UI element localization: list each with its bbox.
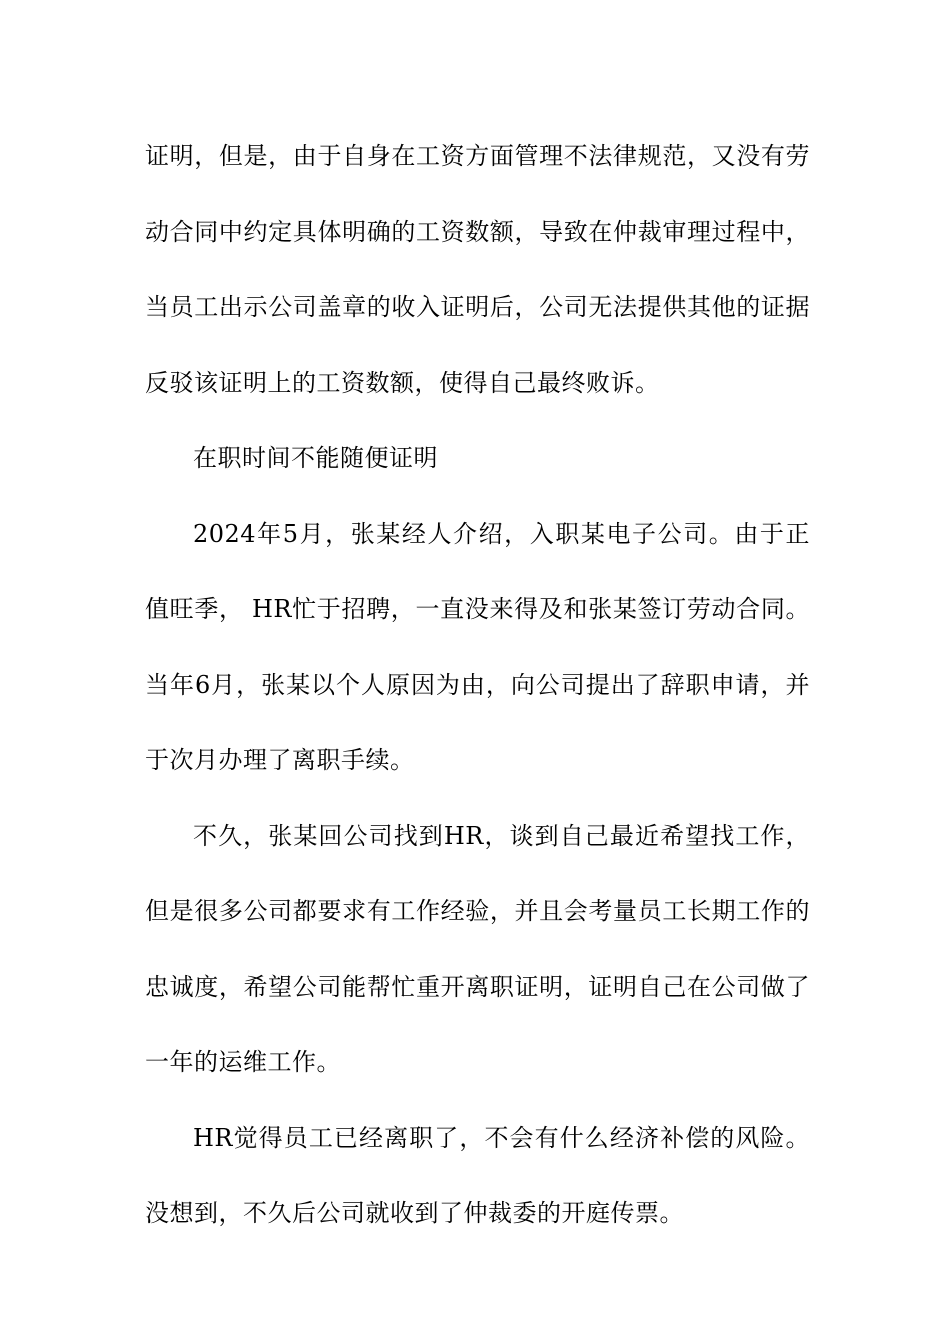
paragraph-outcome: HR觉得员工已经离职了，不会有什么经济补偿的风险。没想到，不久后公司就收到了仲裁委的开庭传票。: [145, 1123, 810, 1227]
section-heading: 在职时间不能随便证明: [193, 444, 438, 472]
document-body: [145, 119, 810, 1252]
paragraph-request: 不久，张某回公司找到HR，谈到自己最近希望找工作，但是很多公司都要求有工作经验，并且会考量员工长期工作的忠诚度，希望公司能帮忙重开离职证明，证明自己在公司做了一年的运维工作。: [145, 821, 810, 1076]
paragraph-continuation: 证明，但是，由于自身在工资方面管理不法律规范，又没有劳动合同中约定具体明确的工资数额，导致在仲裁审理过程中，当员工出示公司盖章的收入证明后，公司无法提供其他的证据反驳该证明上的工资数额，使得自己最终败诉。: [145, 142, 810, 397]
paragraph-case-intro: 2024年5月，张某经人介绍，入职某电子公司。由于正值旺季， HR忙于招聘，一直没来得及和张某签订劳动合同。当年6月，张某以个人原因为由，向公司提出了辞职申请，并于次月办理了离职手续。: [145, 519, 810, 774]
